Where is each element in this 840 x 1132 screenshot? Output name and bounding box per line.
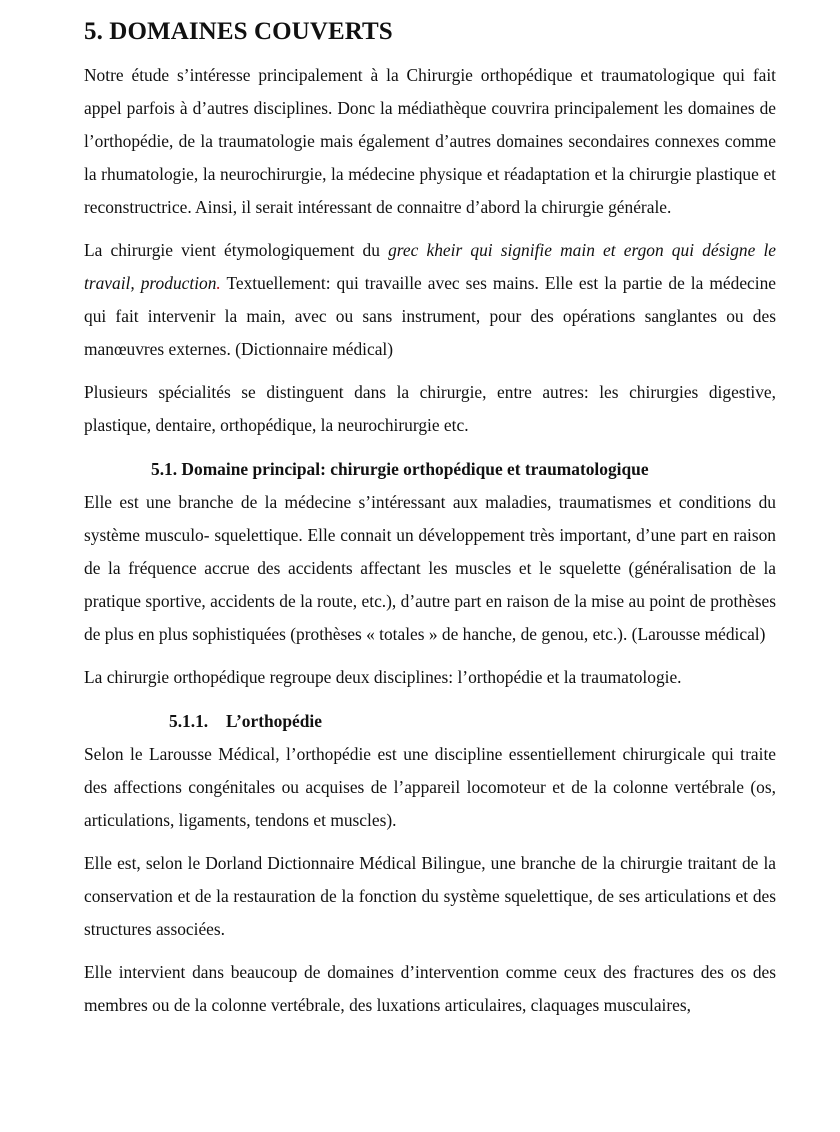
intro-paragraph: Notre étude s’intéresse principalement à la Chirurgie orthopédique et traumatologique qui fait appel parfois à d’autres disciplines. Donc la médiathèque couvrira principalement les domaines de l’orthopédie, de la traumatologie mais également d’autres domaines secondaires connexes comme la rhumatologie, la neurochirurgie, la médecine physique et réadaptation et la chirurgie plastique et reconstructrice. Ainsi, il serait intéressant de connaitre d’abord la chirurgie générale.: [84, 65, 776, 217]
etymology-paragraph: [84, 234, 776, 366]
subsection-title: L’orthopédie: [226, 711, 322, 731]
section-title: 5. DOMAINES COUVERTS: [84, 18, 393, 45]
orthopedie-paragraph-2: Elle est, selon le Dorland Dictionnaire Médical Bilingue, une branche de la chirurgie traitant de la conservation et de la restauration de la fonction du système squelettique, de ses articulations et des structures associées.: [84, 853, 776, 939]
subsection-number: 5.1.1.: [169, 711, 209, 731]
subsection-5-1-paragraph-1: Elle est une branche de la médecine s’intéressant aux maladies, traumatismes et conditions du système musculo- squelettique. Elle connait un développement très important, d’une part en raison de la fréquence accrue des accidents affectant les muscles et le squelette (généralisation de la pratique sportive, accidents de la route, etc.), d’autre part en raison de la mise au point de prothèses de plus en plus sophistiquées (prothèses « totales » de hanche, de genou, etc.). (Larousse médical): [84, 492, 776, 644]
etymology-after: Textuellement: qui travaille avec ses mains. Elle est la partie de la médecine qui fait intervenir la main, avec ou sans instrument, pour des opérations sanglantes ou des manœuvres externes. (Dictionnaire médical): [84, 273, 776, 359]
orthopedie-paragraph-3: Elle intervient dans beaucoup de domaines d’intervention comme ceux des fractures des os des membres ou de la colonne vertébrale, des luxations articulaires, claquages musculaires,: [84, 962, 776, 1015]
subsection-heading-5-1-1: [84, 705, 776, 738]
etymology-before: La chirurgie vient étymologiquement du: [84, 240, 389, 260]
etymology-italic-accent: .: [216, 273, 221, 293]
specialities-paragraph: Plusieurs spécialités se distinguent dans la chirurgie, entre autres: les chirurgies digestive, plastique, dentaire, orthopédique, la neurochirurgie etc.: [84, 382, 776, 435]
subsection-heading-5-1: 5.1. Domaine principal: chirurgie orthopédique et traumatologique: [151, 459, 649, 479]
etymology-italic: grec kheir qui signifie main et ergon qui désigne le travail, production: [84, 240, 776, 293]
orthopedie-paragraph-1: Selon le Larousse Médical, l’orthopédie est une discipline essentiellement chirurgicale qui traite des affections congénitales ou acquises de l’appareil locomoteur et de la colonne vertébrale (os, articulations, ligaments, tendons et muscles).: [84, 744, 776, 830]
document-page: [84, 14, 776, 1022]
subsection-5-1-paragraph-2: La chirurgie orthopédique regroupe deux disciplines: l’orthopédie et la traumatologie.: [84, 667, 682, 687]
